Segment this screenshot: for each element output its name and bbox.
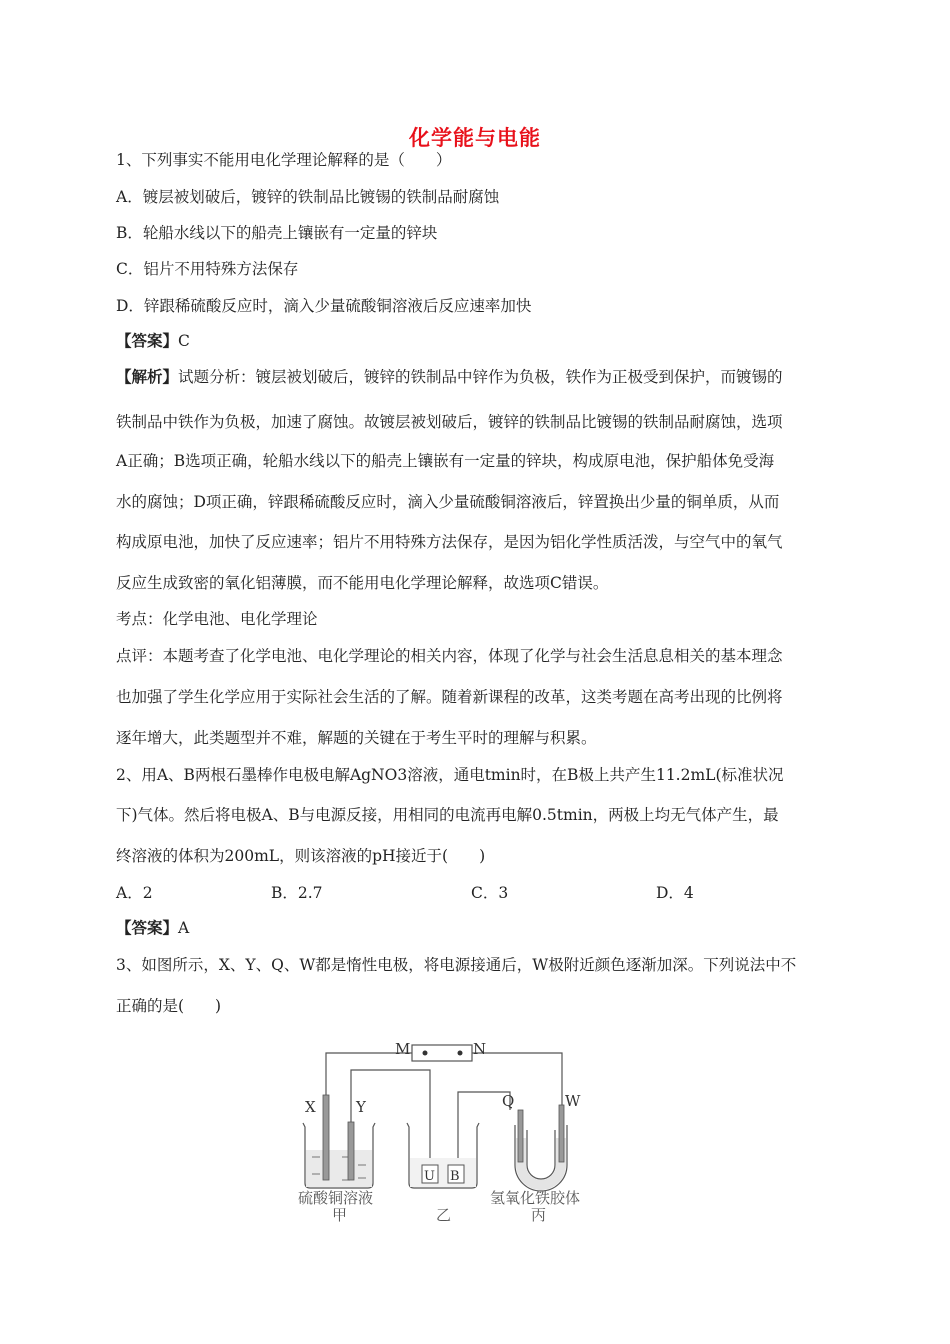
label-yi: 乙 (436, 1206, 452, 1224)
q2-stem-line-2: 下)气体。然后将电极A、B与电源反接，用相同的电流再电解0.5tmin，两极上均无气体产生，最 (116, 806, 779, 824)
answer-tag: 【答案】 (116, 918, 179, 937)
electrode-x (323, 1095, 329, 1180)
terminal-dot-left (423, 1051, 428, 1056)
q1-dianping-line-3: 逐年增大，此类题型并不难，解题的关键在于考生平时的理解与积累。 (116, 729, 597, 747)
q1-option-d: D．锌跟稀硫酸反应时，滴入少量硫酸铜溶液后反应速率加快 (116, 297, 532, 315)
label-bing-solution: 氢氧化铁胶体 (490, 1189, 581, 1207)
power-source (412, 1045, 472, 1061)
colloid-bing (516, 1138, 566, 1190)
label-w: W (565, 1092, 581, 1110)
q2-option-b: B．2.7 (271, 884, 323, 902)
q2-option-d: D．4 (656, 884, 694, 902)
page-title: 化学能与电能 (409, 126, 541, 150)
q2-option-c: C．3 (471, 884, 509, 902)
terminal-dot-right (458, 1051, 463, 1056)
label-n: N (473, 1040, 487, 1058)
q1-option-b: B．轮船水线以下的船壳上镶嵌有一定量的锌块 (116, 224, 438, 242)
electrode-q (518, 1110, 523, 1162)
label-jia-solution: 硫酸铜溶液 (298, 1189, 374, 1207)
label-b: B (450, 1169, 460, 1184)
q1-stem: 1、下列事实不能用电化学理论解释的是（ ） (116, 151, 452, 169)
answer-value: C (178, 332, 190, 350)
solution-yi (410, 1158, 476, 1187)
analysis-tag: 【解析】 (116, 367, 179, 386)
q2-stem-line-1: 2、用A、B两根石墨棒作电极电解AgNO3溶液，通电tmin时，在B极上共产生11.2mL(标准状况 (116, 766, 784, 784)
solution-jia (306, 1150, 372, 1187)
answer-tag: 【答案】 (116, 331, 179, 350)
q2-stem-line-3: 终溶液的体积为200mL，则该溶液的pH接近于( ) (116, 847, 486, 865)
q1-analysis-line-6: 反应生成致密的氧化铝薄膜，而不能用电化学理论解释，故选项C错误。 (116, 574, 609, 592)
wire-n-w (472, 1053, 562, 1120)
electrode-w (559, 1105, 564, 1162)
q1-option-c: C．铝片不用特殊方法保存 (116, 260, 299, 278)
q1-analysis-line-4: 水的腐蚀；D项正确，锌跟稀硫酸反应时，滴入少量硫酸铜溶液后，锌置换出少量的铜单质，从而 (116, 493, 780, 511)
q1-analysis-line-3: A正确；B选项正确，轮船水线以下的船壳上镶嵌有一定量的锌块，构成原电池，保护船体免受海 (116, 452, 775, 470)
answer-value: A (178, 919, 190, 937)
q1-analysis-line-2: 铁制品中铁作为负极，加速了腐蚀。故镀层被划破后，镀锌的铁制品比镀锡的铁制品耐腐蚀，选项 (116, 413, 783, 431)
q2-option-a: A．2 (116, 884, 153, 902)
analysis-text: 试题分析：镀层被划破后，镀锌的铁制品中锌作为负极，铁作为正极受到保护，而镀锡的 (178, 368, 783, 386)
q1-dianping-line-2: 也加强了学生化学应用于实际社会生活的了解。随着新课程的改革，这类考题在高考出现的比例将 (116, 688, 783, 706)
q3-stem-line-2: 正确的是( ) (116, 997, 222, 1015)
q1-option-a: A．镀层被划破后，镀锌的铁制品比镀锡的铁制品耐腐蚀 (116, 188, 500, 206)
label-y: Y (356, 1098, 366, 1116)
q1-dianping-line-1: 点评：本题考查了化学电池、电化学理论的相关内容，体现了化学与社会生活息息相关的基本理念 (116, 647, 783, 665)
label-jia: 甲 (332, 1206, 348, 1224)
label-q: Q (502, 1092, 515, 1110)
label-u: U (424, 1169, 435, 1184)
electrode-y (348, 1122, 354, 1180)
q1-analysis-line-5: 构成原电池，加快了反应速率；铝片不用特殊方法保存，是因为铝化学性质活泼，与空气中的氧气 (116, 533, 783, 551)
wire-m-x (326, 1053, 412, 1095)
q1-kaodian: 考点：化学电池、电化学理论 (116, 610, 318, 628)
label-x: X (305, 1098, 316, 1116)
label-m: M (395, 1040, 411, 1058)
label-bing: 丙 (531, 1206, 547, 1224)
q3-stem-line-1: 3、如图所示，X、Y、Q、W都是惰性电极，将电源接通后，W极附近颜色逐渐加深。下列说法中不 (116, 956, 797, 974)
